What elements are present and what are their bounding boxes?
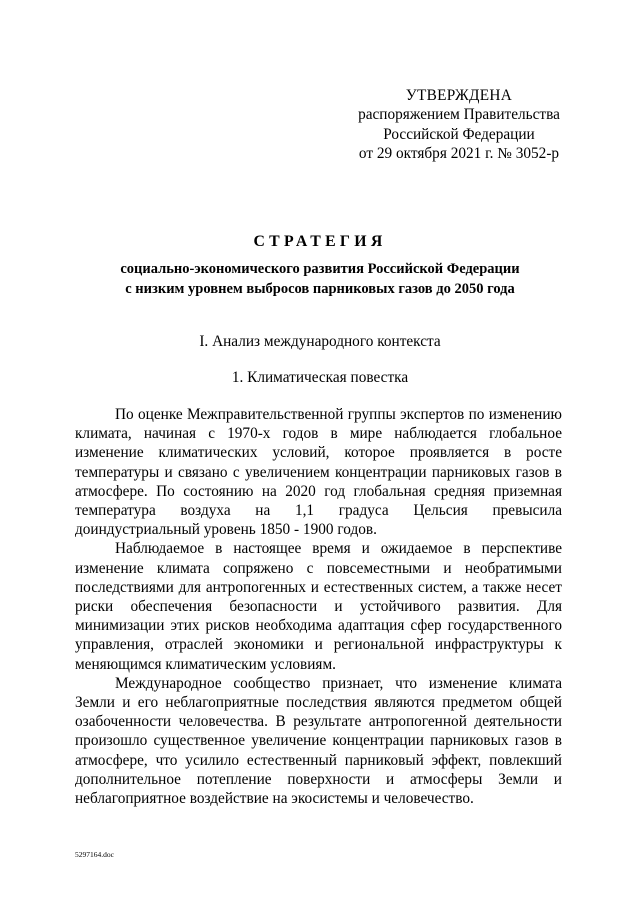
body-text [75,405,562,808]
section-heading: I. Анализ международного контекста [199,333,441,350]
approval-line-3: от 29 октября 2021 г. № 3052-р [358,144,560,162]
approval-line-1: распоряжением Правительства [358,106,560,124]
document-subtitle-line-1: социально-экономического развития Российской Федерации [120,261,520,277]
document-subtitle [60,260,580,299]
paragraph: По оценке Межправительственной группы экспертов по изменению климата, начиная с 1970-х годов в мире наблюдается глобальное изменение климатических условий, которое проявляется в росте температуры и связано с увеличением концентрации парниковых газов в атмосфере. По состоянию на 2020 год глобальная средняя приземная температура воздуха на 1,1 градуса Цельсия превысила доиндустриальный уровень 1850 - 1900 годов. [75,406,562,539]
file-code: 5297164.doc [75,850,114,859]
document-subtitle-line-2: с низким уровнем выбросов парниковых газов до 2050 года [125,280,515,297]
approval-line-2: Российской Федерации [383,125,535,143]
paragraph: Наблюдаемое в настоящее время и ожидаемое в перспективе изменение климата сопряжено с повсеместными и необратимыми последствиями для антропогенных и естественных систем, а также несет риски обеспечения безопасности и устойчивого развития. Для минимизации этих рисков необходима адаптация сфер государственного управления, отраслей экономики и региональной инфраструктуры к меняющимся климатическим условиям. [75,540,562,673]
approval-title: УТВЕРЖДЕНА [405,87,513,104]
document-title: СТРАТЕГИЯ [253,233,387,250]
subsection-heading: 1. Климатическая повестка [231,369,409,386]
paragraph: Международное сообщество признает, что изменение климата Земли и его неблагоприятные последствия являются предметом общей озабоченности человечества. В результате антропогенной деятельности произошло существенное увеличение концентрации парниковых газов в атмосфере, что усилило естественный парниковый эффект, повлекший дополнительное потепление поверхности и атмосферы Земли и неблагоприятное воздействие на экосистемы и человечество. [75,674,562,808]
approval-stamp [340,86,578,163]
